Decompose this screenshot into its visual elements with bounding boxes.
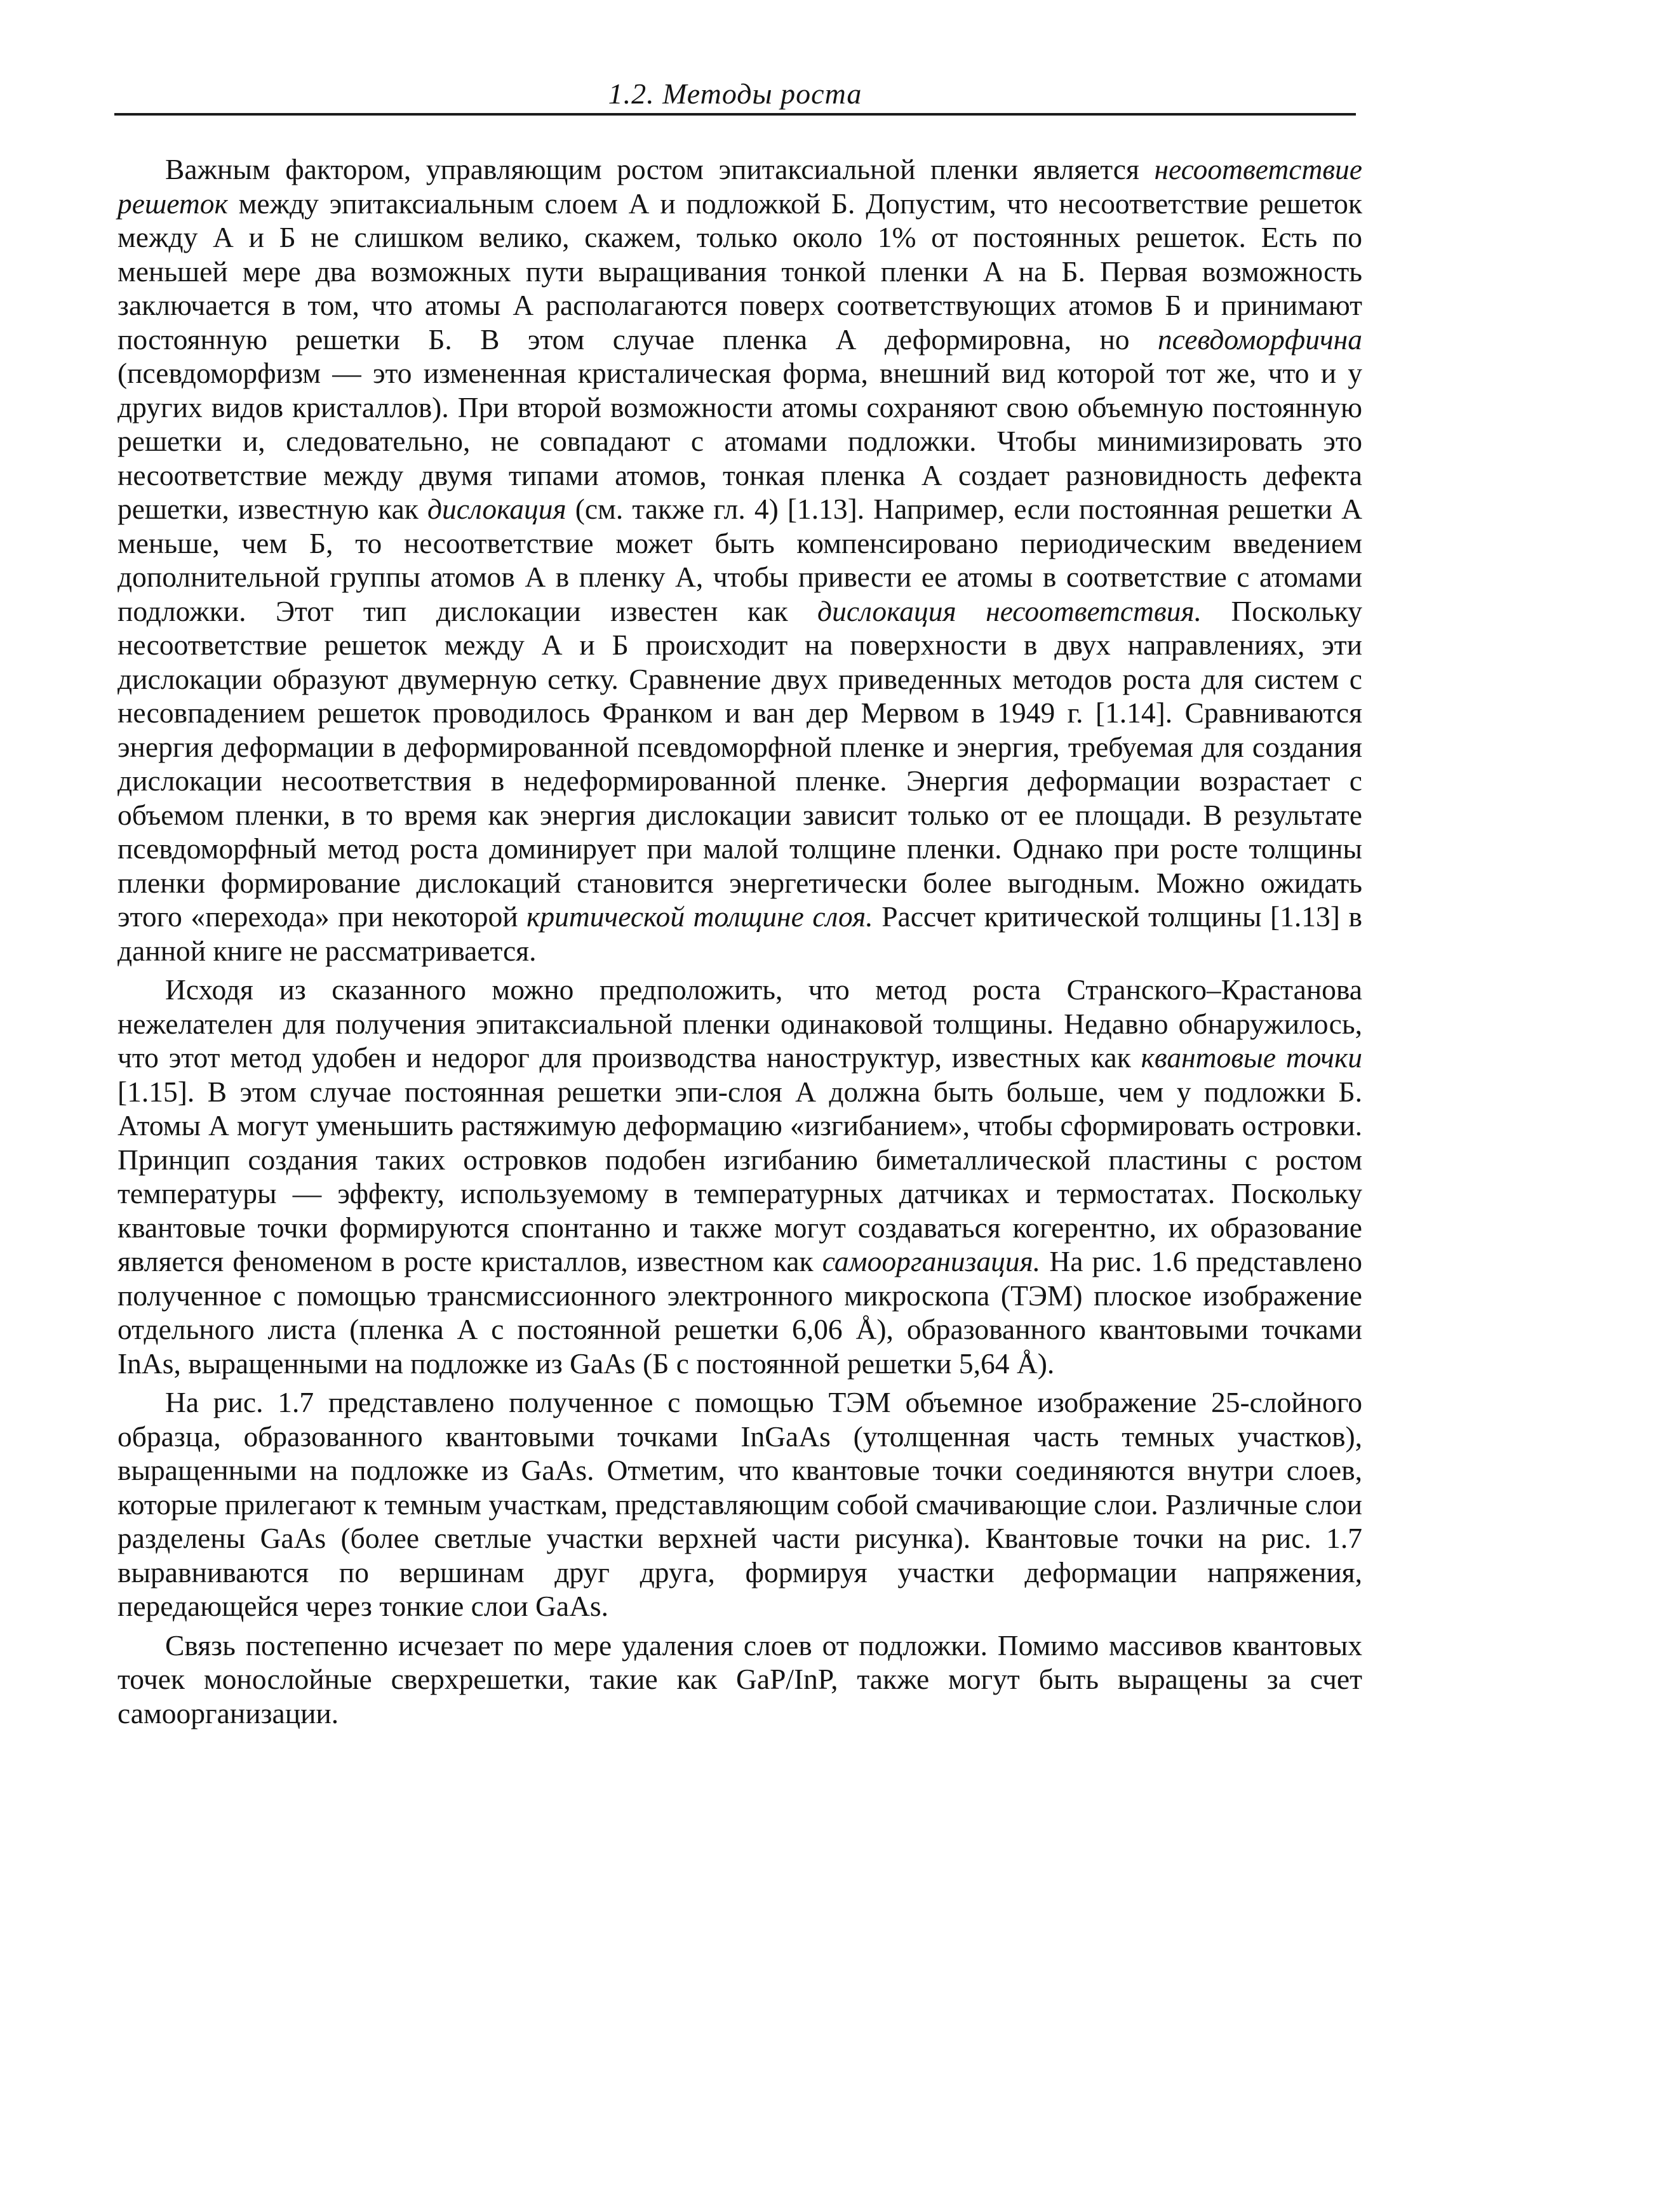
paragraph-4 xyxy=(117,1629,1362,1731)
text-run: Поскольку несоответствие решеток между А и Б происходит на поверхности в двух направлениях, эти дислокации образуют двумерную сетку. Сравнение двух приведенных методов роста для систем с несовпадением решеток проводилось Франком и ван дер Мервом в 1949 г. [1.14]. Сравниваются энергия деформации в деформированной псевдоморфной пленке и энергия, требуемая для создания дислокации несоответствия в недеформированной пленке. Энергия деформации возрастает с объемом пленки, в то время как энергия дислокации зависит только от ее площади. В результате псевдоморфный метод роста доминирует при малой толщине пленки. Однако при росте толщины пленки формирование дислокаций становится энергетически более выгодным. Можно ожидать этого «перехода» при некоторой xyxy=(117,594,1362,933)
text-run: Исходя из сказанного можно предположить, что метод роста Странского–Крастанова нежелателен для получения эпитаксиальной пленки одинаковой толщины. Недавно обнаружилось, что этот метод удобен и недорог для производства наноструктур, известных как xyxy=(117,973,1362,1074)
text-run: На рис. 1.6 представлено полученное с помощью трансмиссионного электронного микроскопа (ТЭМ) плоское изображение отдельного листа (пленка А с постоянной решетки 6,06 Å), образованного квантовыми точками InAs, выращенными на подложке из GaAs (Б с постоянной решетки 5,64 Å). xyxy=(117,1245,1362,1380)
emphasis-term: критической толщине слоя. xyxy=(526,900,873,933)
text-run: Важным фактором, управляющим ростом эпитаксиальной пленки является xyxy=(165,153,1155,185)
emphasis-term: самоорганизация. xyxy=(822,1245,1041,1277)
paragraph-2 xyxy=(117,973,1362,1380)
paragraph-1 xyxy=(117,152,1362,968)
emphasis-term: дислокация несоответствия. xyxy=(817,594,1202,627)
emphasis-term: несоответствие решеток xyxy=(117,153,1362,220)
emphasis-term: дислокация xyxy=(427,493,566,525)
text-run: На рис. 1.7 представлено полученное с помощью ТЭМ объемное изображение 25-слойного образца, образованного квантовыми точками InGaAs (утолщенная часть темных участков), выращенными на подложке из GaAs. Отметим, что квантовые точки соединяются внутри слоев, которые прилегают к темным участкам, представляющим собой смачивающие слои. Различные слои разделены GaAs (более светлые участки верхней части рисунка). Квантовые точки на рис. 1.7 выравниваются по вершинам друг друга, формируя участки деформации напряжения, передающейся через тонкие слои GaAs. xyxy=(117,1386,1362,1622)
running-head: 1.2. Методы роста xyxy=(608,77,862,110)
text-run: Связь постепенно исчезает по мере удаления слоев от подложки. Помимо массивов квантовых точек монослойные сверхрешетки, такие как GaP/InP, также могут быть выращены за счет самоорганизации. xyxy=(117,1629,1362,1729)
paragraph-3 xyxy=(117,1385,1362,1623)
text-run: (см. также гл. 4) [1.13]. Например, если постоянная решетки А меньше, чем Б, то несоответствие может быть компенсировано периодическим введением дополнительной группы атомов А в пленку А, чтобы привести ее атомы в соответствие с атомами подложки. Этот тип дислокации известен как xyxy=(117,493,1362,627)
text-run: (псевдоморфизм — это измененная кристалическая форма, внешний вид которой тот же, что и у других видов кристаллов). При второй возможности атомы сохраняют свою объемную постоянную решетки и, следовательно, не совпадают с атомами подложки. Чтобы минимизировать это несоответствие между двумя типами атомов, тонкая пленка А создает разновидность дефекта решетки, известную как xyxy=(117,357,1362,525)
text-run: Рассчет критической толщины [1.13] в данной книге не рассматривается. xyxy=(117,900,1362,967)
text-run: между эпитаксиальным слоем А и подложкой Б. Допустим, что несоответствие решеток между А и Б не слишком велико, скажем, только около 1% от постоянных решеток. Есть по меньшей мере два возможных пути выращивания тонкой пленки А на Б. Первая возможность заключается в том, что атомы А располагаются поверх соответствующих атомов Б и принимают постоянную решетки Б. В этом случае пленка А деформировна, но xyxy=(117,187,1362,356)
text-run: [1.15]. В этом случае постоянная решетки эпи-слоя А должна быть больше, чем у подложки Б. Атомы А могут уменьшить растяжимую деформацию «изгибанием», чтобы сформировать островки. Принцип создания таких островков подобен изгибанию биметаллической пластины с ростом температуры — эффекту, используемому в температурных датчиках и термостатах. Поскольку квантовые точки формируются спонтанно и также могут создаваться когерентно, их образование является феноменом в росте кристаллов, известном как xyxy=(117,1075,1362,1277)
header-rule xyxy=(114,113,1356,116)
body-text xyxy=(117,152,1362,1735)
emphasis-term: квантовые точки xyxy=(1141,1041,1362,1074)
emphasis-term: псевдоморфична xyxy=(1157,323,1362,356)
